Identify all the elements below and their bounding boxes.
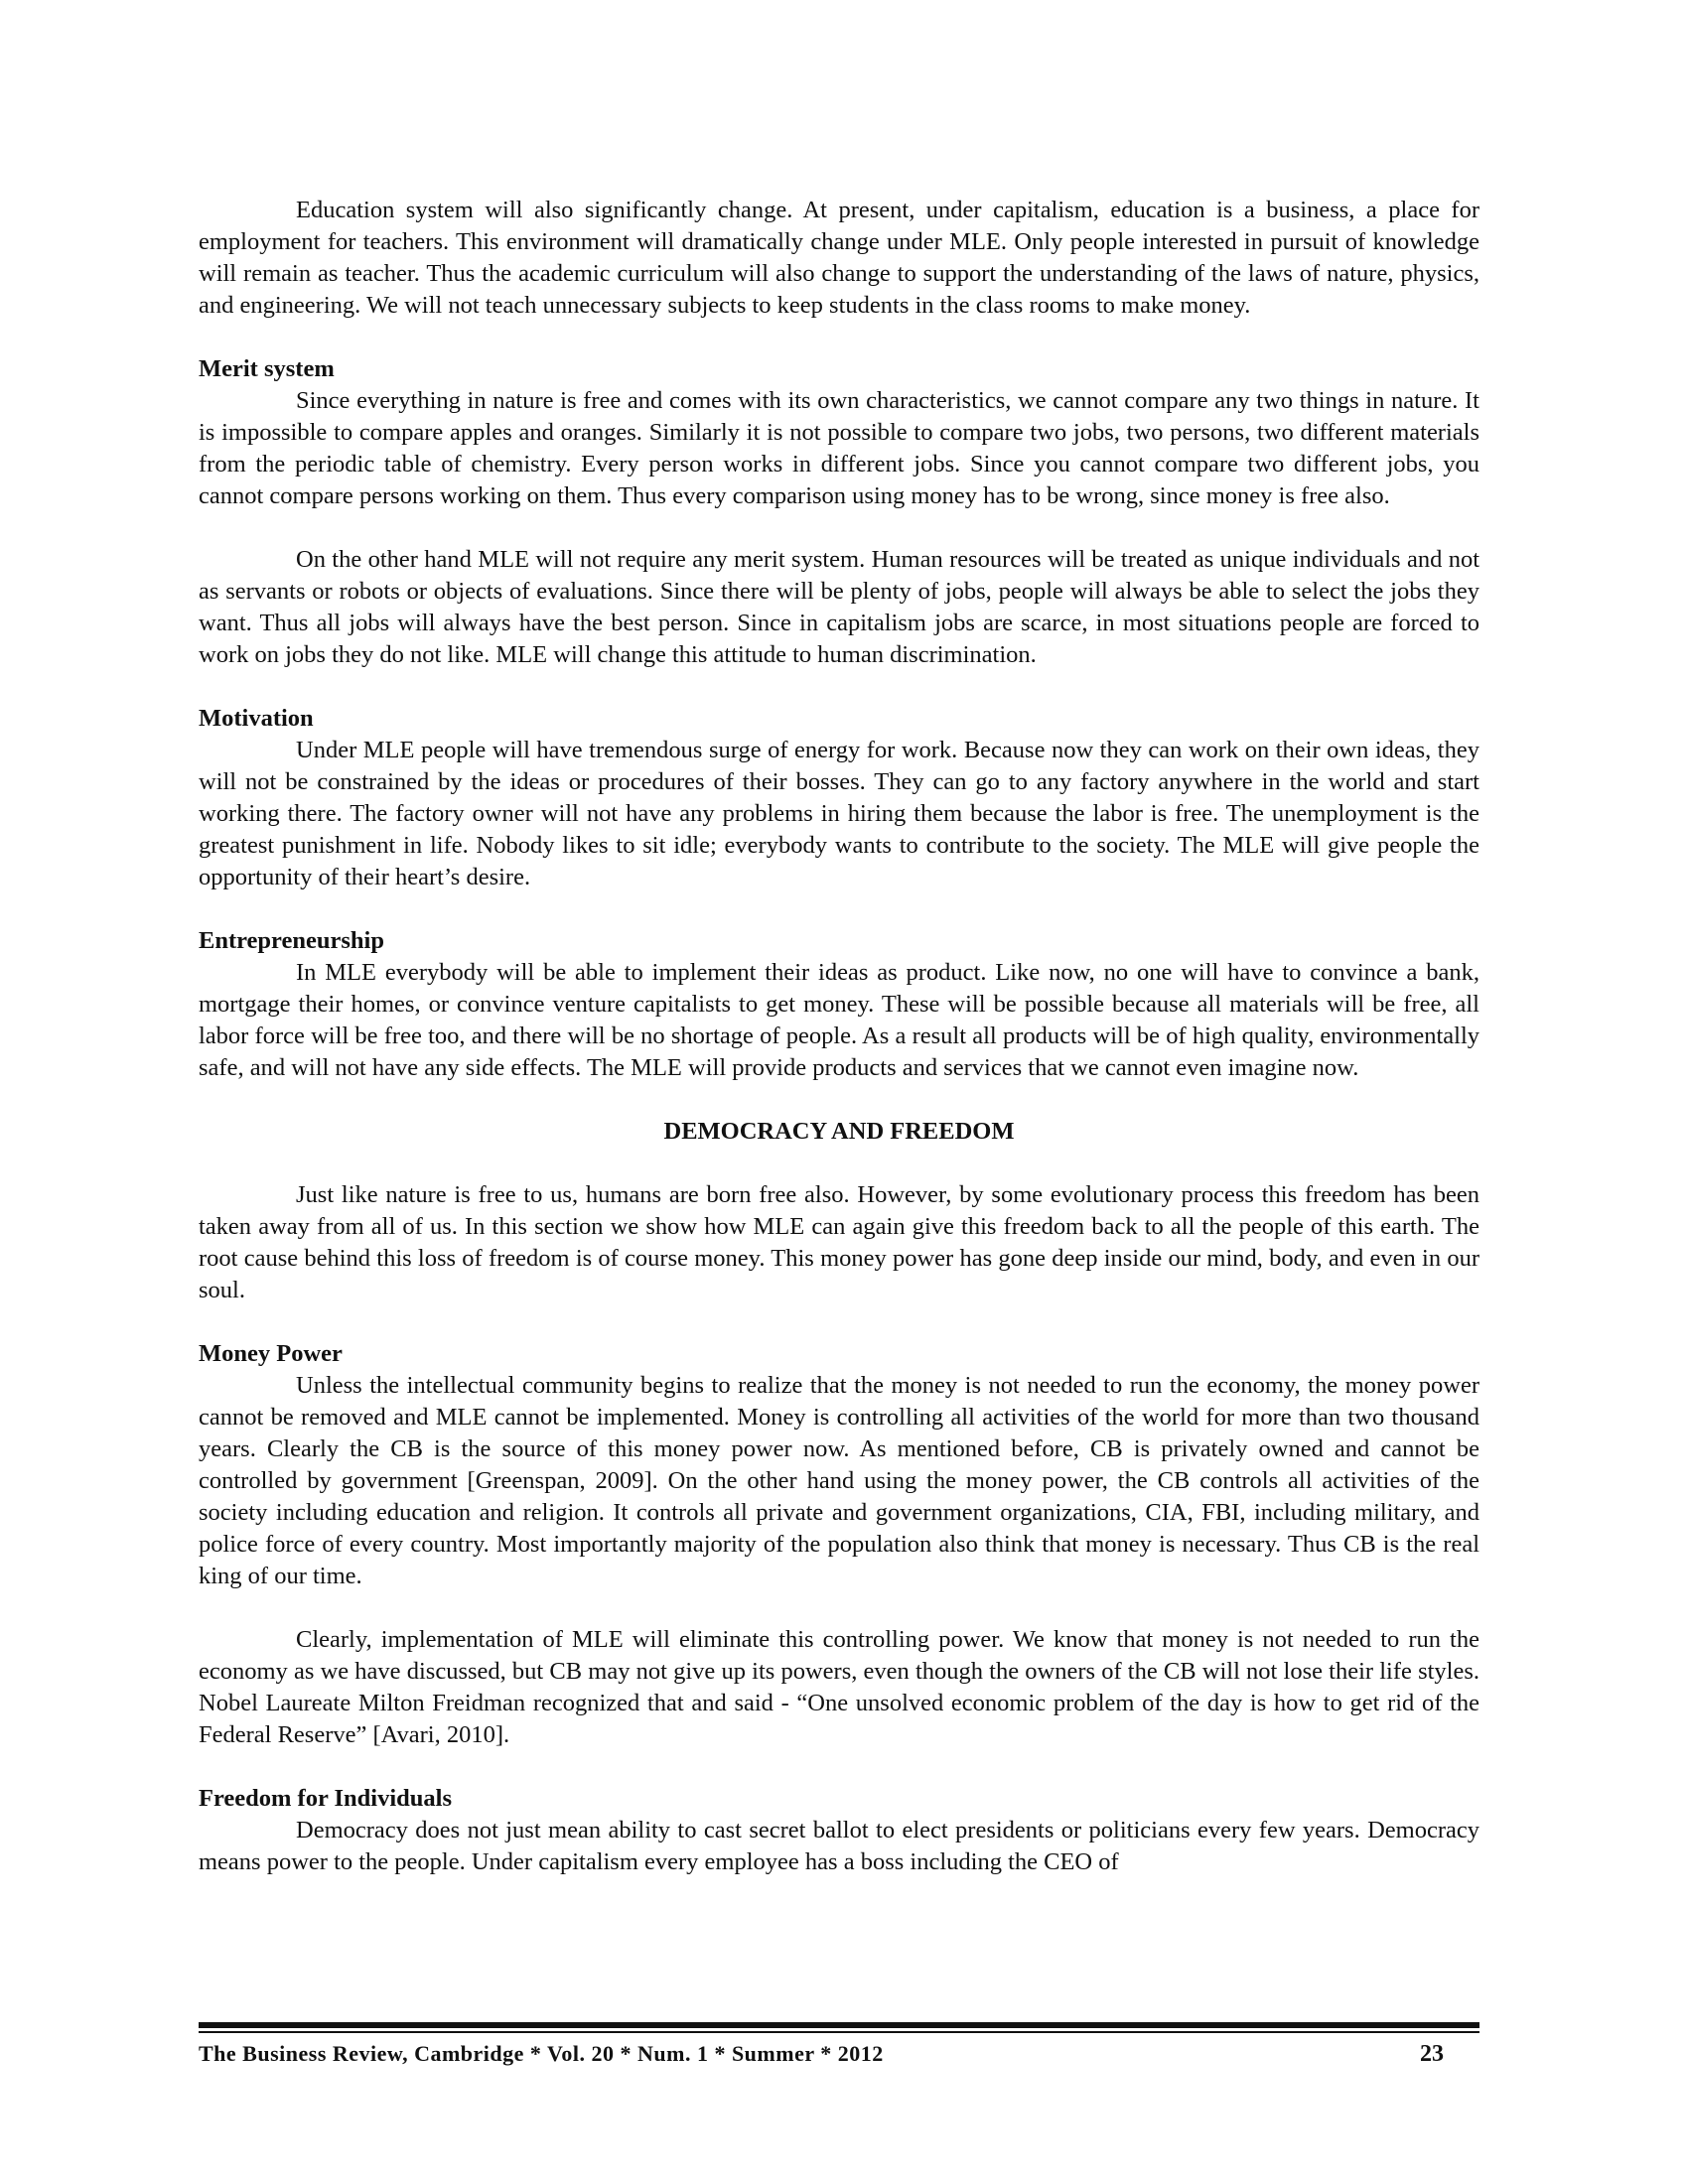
paragraph-freedom: Democracy does not just mean ability to cast secret ballot to elect presidents or politicians every few years. Democracy means power to the people. Under capitalism every employee has a boss including the CEO of — [199, 1817, 1479, 1875]
paragraph-democracy: Just like nature is free to us, humans are born free also. However, by some evolutionary process this freedom has been taken away from all of us. In this section we show how MLE can again give this freedom back to all the people of this earth. The root cause behind this loss of freedom is of course money. This money power has gone deep inside our mind, body, and even in our soul. — [199, 1181, 1479, 1303]
footer-rule-thick — [199, 2022, 1479, 2028]
heading-money-power: Money Power — [199, 1340, 343, 1367]
paragraph-education: Education system will also significantly change. At present, under capitalism, education is a business, a place for employment for teachers. This environment will dramatically change under MLE. Only people interested in pursuit of knowledge will remain as teacher. Thus the academic curriculum will also change to support the understanding of the laws of nature, physics, and engineering. We will not teach unnecessary subjects to keep students in the class rooms to make money. — [199, 197, 1479, 319]
footer-journal: The Business Review, Cambridge * Vol. 20 * Num. 1 * Summer * 2012 — [199, 2041, 884, 2066]
paragraph-entrepreneurship: In MLE everybody will be able to implement their ideas as product. Like now, no one will have to convince a bank, mortgage their homes, or convince venture capitalists to get money. These will be possible because all materials will be free, all labor force will be free too, and there will be no shortage of people. As a result all products will be of high quality, environmentally safe, and will not have any side effects. The MLE will provide products and services that we cannot even imagine now. — [199, 959, 1479, 1081]
paragraph-motivation: Under MLE people will have tremendous surge of energy for work. Because now they can work on their own ideas, they will not be constrained by the ideas or procedures of their bosses. They can go to any factory anywhere in the world and start working there. The factory owner will not have any problems in hiring them because the labor is free. The unemployment is the greatest punishment in life. Nobody likes to sit idle; everybody wants to contribute to the society. The MLE will give people the opportunity of their heart’s desire. — [199, 737, 1479, 890]
heading-motivation: Motivation — [199, 705, 314, 732]
heading-entrepreneurship: Entrepreneurship — [199, 927, 384, 954]
paragraph-money-power-2: Clearly, implementation of MLE will eliminate this controlling power. We know that money is not needed to run the economy as we have discussed, but CB may not give up its powers, even though the owners of the CB will not lose their life styles. Nobel Laureate Milton Freidman recognized that and said - “One unsolved economic problem of the day is how to get rid of the Federal Reserve” [Avari, 2010]. — [199, 1626, 1479, 1748]
paragraph-merit-2: On the other hand MLE will not require any merit system. Human resources will be treated as unique individuals and not as servants or robots or objects of evaluations. Since there will be plenty of jobs, people will always be able to select the jobs they want. Thus all jobs will always have the best person. Since in capitalism jobs are scarce, in most situations people are forced to work on jobs they do not like. MLE will change this attitude to human discrimination. — [199, 546, 1479, 668]
paragraph-money-power-1: Unless the intellectual community begins to realize that the money is not needed to run the economy, the money power cannot be removed and MLE cannot be implemented. Money is controlling all activities of the world for more than two thousand years. Clearly the CB is the source of this money power now. As mentioned before, CB is privately owned and cannot be controlled by government [Greenspan, 2009]. On the other hand using the money power, the CB controls all activities of the society including education and religion. It controls all private and government organizations, CIA, FBI, including military, and police force of every country. Most importantly majority of the population also think that money is necessary. Thus CB is the real king of our time. — [199, 1372, 1479, 1589]
section-title-democracy: DEMOCRACY AND FREEDOM — [663, 1118, 1015, 1145]
heading-merit-system: Merit system — [199, 355, 335, 382]
page-number: 23 — [1420, 2041, 1444, 2067]
paragraph-merit-1: Since everything in nature is free and comes with its own characteristics, we cannot compare any two things in nature. It is impossible to compare apples and oranges. Similarly it is not possible to compare two jobs, two persons, two different materials from the periodic table of chemistry. Every person works in different jobs. Since you cannot compare two different jobs, you cannot compare persons working on them. Thus every comparison using money has to be wrong, since money is free also. — [199, 387, 1479, 509]
heading-freedom-individuals: Freedom for Individuals — [199, 1785, 453, 1812]
footer-rule-thin — [199, 2031, 1479, 2033]
article-body — [199, 195, 1479, 1878]
